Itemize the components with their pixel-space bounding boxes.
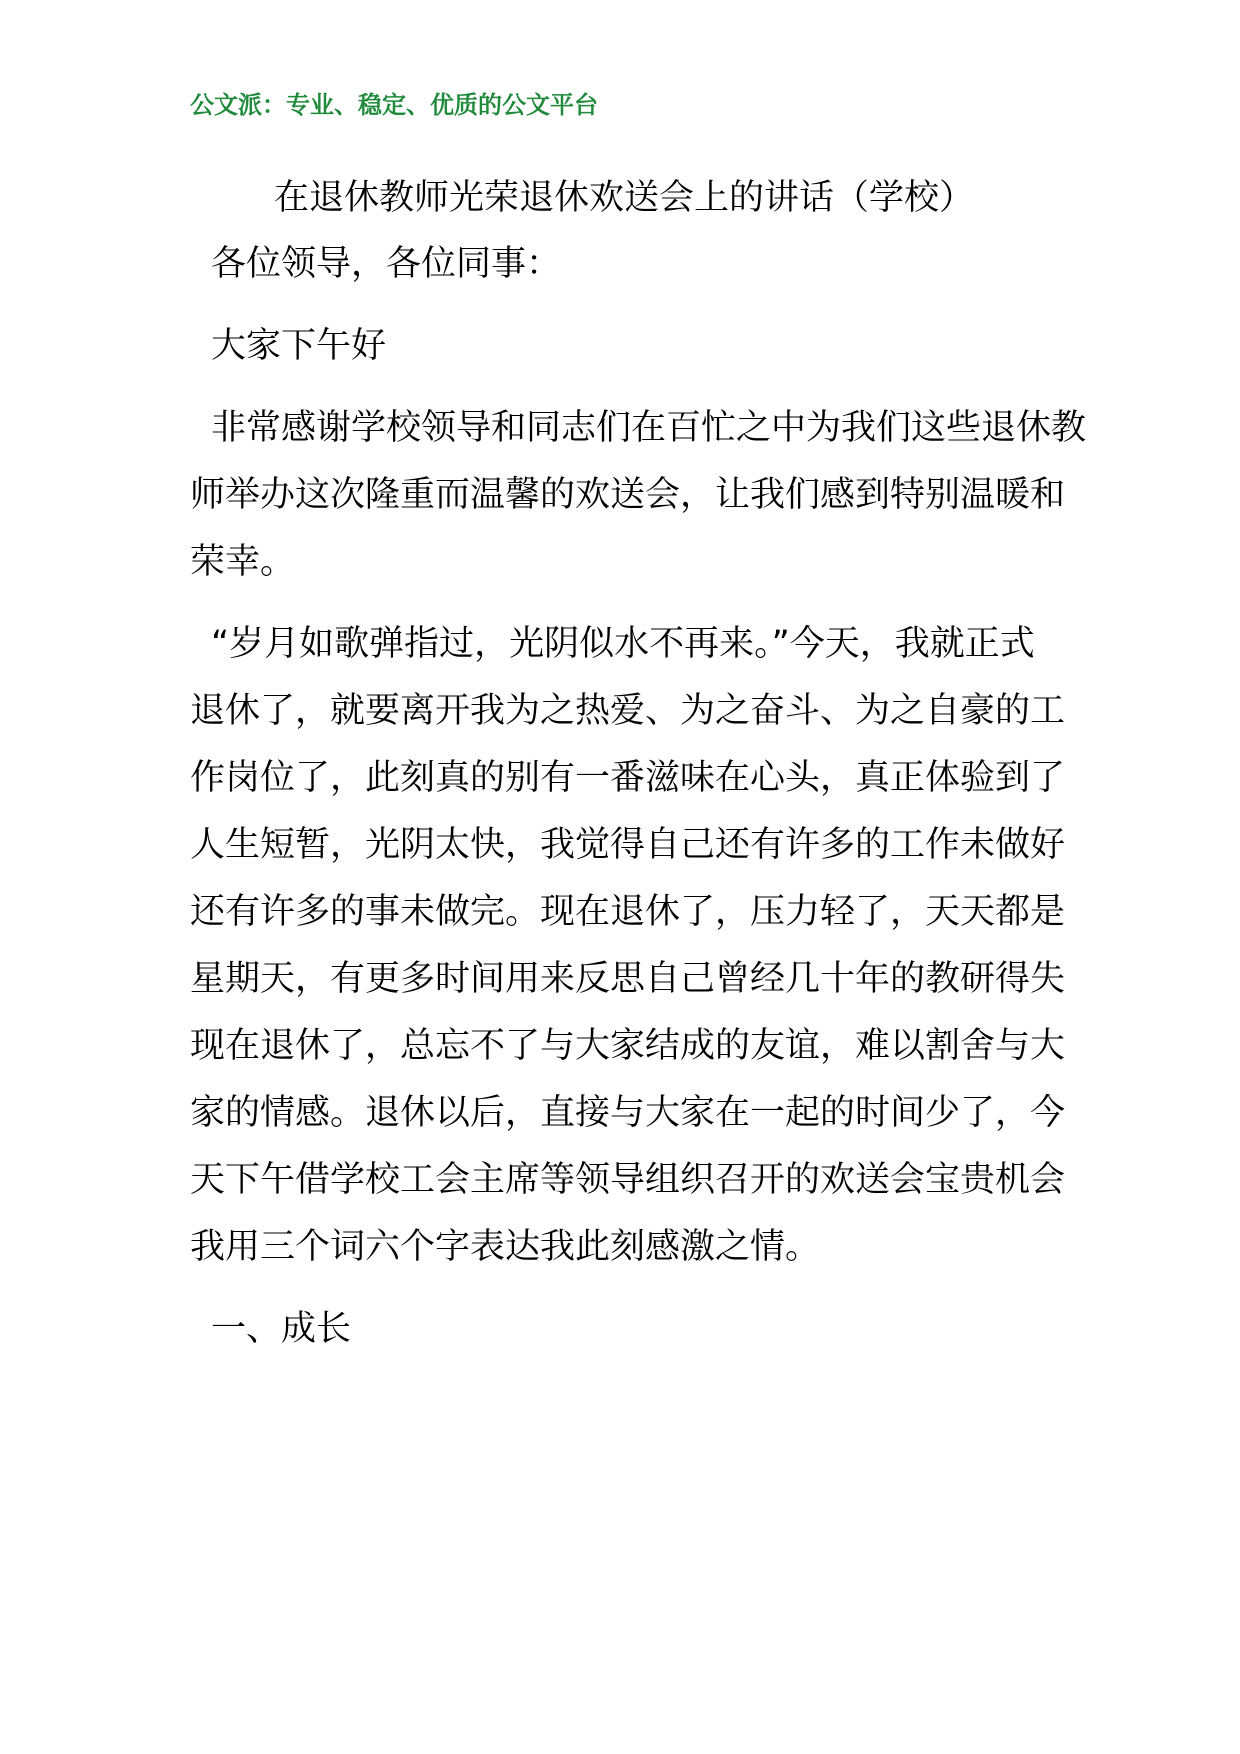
paragraph-line: 师举办这次隆重而温馨的欢送会，让我们感到特别温暖和 — [190, 475, 1066, 515]
platform-tagline: 公文派：专业、稳定、优质的公文平台 — [190, 90, 598, 119]
paragraph-line: 人生短暂，光阴太快，我觉得自己还有许多的工作未做好 — [190, 825, 1066, 865]
paragraph-line: 作岗位了，此刻真的别有一番滋味在心头，真正体验到了 — [190, 758, 1066, 798]
paragraph-line: 天下午借学校工会主席等领导组织召开的欢送会宝贵机会 — [190, 1160, 1066, 1200]
section-heading: 一、成长 — [211, 1309, 352, 1349]
greeting: 大家下午好 — [211, 326, 387, 366]
paragraph-line: 荣幸。 — [190, 542, 296, 582]
paragraph-line: 退休了，就要离开我为之热爱、为之奋斗、为之自豪的工 — [190, 691, 1066, 731]
paragraph-line: 我用三个词六个字表达我此刻感激之情。 — [190, 1227, 821, 1267]
document-title: 在退休教师光荣退休欢送会上的讲话（学校） — [273, 178, 974, 218]
paragraph-line: 星期天，有更多时间用来反思自己曾经几十年的教研得失 — [190, 959, 1066, 999]
paragraph-line: 非常感谢学校领导和同志们在百忙之中为我们这些退休教 — [211, 408, 1087, 448]
paragraph-line: “岁月如歌弹指过，光阴似水不再来。”今天，我就正式 — [211, 624, 1035, 664]
salutation: 各位领导，各位同事： — [211, 244, 562, 284]
paragraph-line: 家的情感。退休以后，直接与大家在一起的时间少了，今 — [190, 1093, 1066, 1133]
paragraph-line: 现在退休了，总忘不了与大家结成的友谊，难以割舍与大 — [190, 1026, 1066, 1066]
paragraph-line: 还有许多的事未做完。现在退休了，压力轻了，天天都是 — [190, 892, 1066, 932]
